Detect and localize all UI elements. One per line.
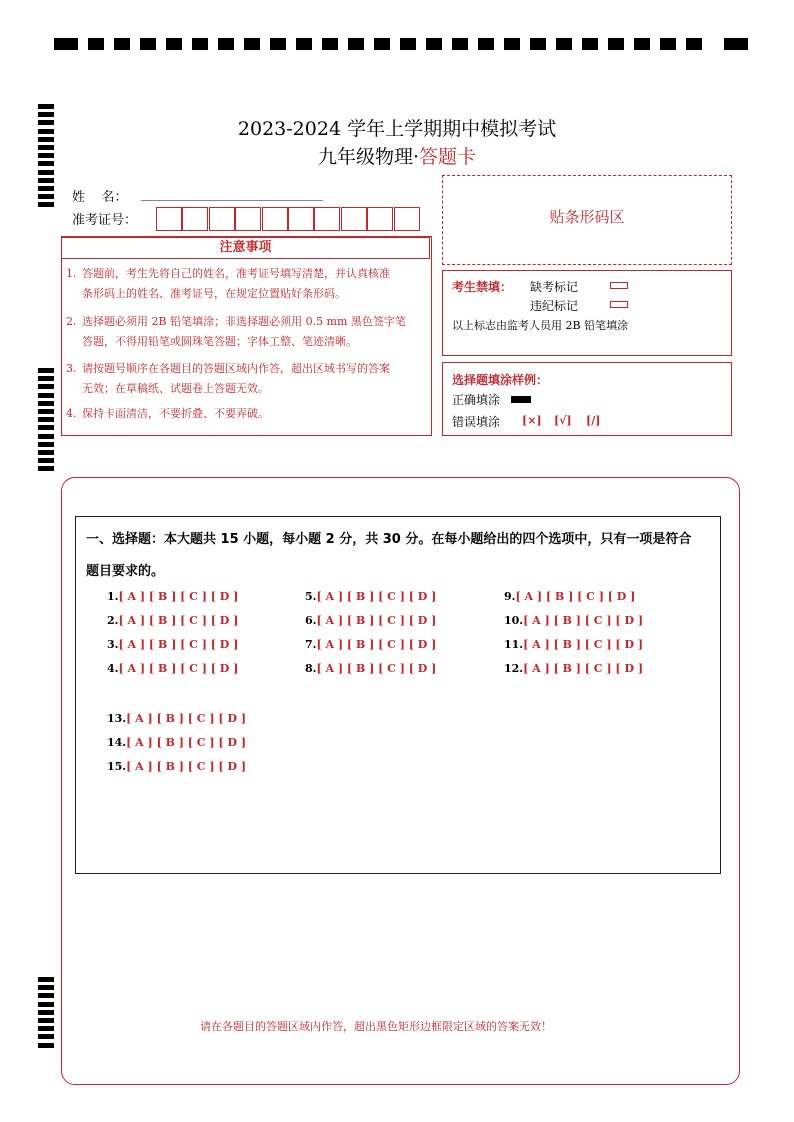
answer-options[interactable]: [ A ] [ B ] [ C ] [ D ] xyxy=(126,712,247,725)
question-number: 15. xyxy=(107,760,127,773)
id-digit-box[interactable] xyxy=(341,207,367,231)
answer-options[interactable]: [ A ] [ B ] [ C ] [ D ] xyxy=(126,736,247,749)
id-digit-box[interactable] xyxy=(235,207,261,231)
question-number: 3. xyxy=(107,638,119,651)
answer-options[interactable]: [ A ] [ B ] [ C ] [ D ] xyxy=(118,638,239,651)
id-digit-box[interactable] xyxy=(262,207,288,231)
prohibit-note: 以上标志由监考人员用 2B 铅笔填涂 xyxy=(452,319,629,332)
timing-mark xyxy=(38,434,54,439)
choice-question-12[interactable] xyxy=(504,662,643,675)
choice-question-1[interactable] xyxy=(107,590,238,603)
id-digit-box[interactable] xyxy=(288,207,314,231)
timing-mark xyxy=(38,104,54,109)
question-number: 9. xyxy=(504,590,516,603)
card-title xyxy=(0,142,794,169)
choice-question-13[interactable] xyxy=(107,712,246,725)
timing-mark xyxy=(38,458,54,463)
wrong-fill-sample-2: [√] xyxy=(554,414,572,427)
answer-options[interactable]: [ A ] [ B ] [ C ] [ D ] xyxy=(316,638,437,651)
wrong-fill-sample-3: [/] xyxy=(586,414,601,427)
answer-options[interactable]: [ A ] [ B ] [ C ] [ D ] xyxy=(515,590,636,603)
id-digit-box[interactable] xyxy=(394,207,420,231)
answer-options[interactable]: [ A ] [ B ] [ C ] [ D ] xyxy=(316,590,437,603)
question-number: 5. xyxy=(305,590,317,603)
timing-mark xyxy=(38,977,54,982)
correct-fill-sample xyxy=(511,396,531,403)
timing-mark xyxy=(38,401,54,406)
wrong-fill-sample-1: [×] xyxy=(522,414,542,427)
timing-mark xyxy=(38,417,54,422)
choice-question-3[interactable] xyxy=(107,638,238,651)
sample-title: 选择题填涂样例： xyxy=(452,373,549,387)
timing-mark xyxy=(38,194,54,199)
question-number: 6. xyxy=(305,614,317,627)
name-field[interactable] xyxy=(141,200,323,201)
section-choice-heading: 一、选择题：本大题共 15 小题，每小题 2 分，共 30 分。在每小题给出的四个选项中，只有一项是符合 xyxy=(86,532,692,547)
timing-mark xyxy=(38,993,54,998)
id-digit-box[interactable] xyxy=(367,207,393,231)
timing-marks-top xyxy=(54,38,748,52)
answer-options[interactable]: [ A ] [ B ] [ C ] [ D ] xyxy=(126,760,247,773)
question-number: 7. xyxy=(305,638,317,651)
choice-question-9[interactable] xyxy=(504,590,635,603)
choice-question-10[interactable] xyxy=(504,614,643,627)
answer-options[interactable]: [ A ] [ B ] [ C ] [ D ] xyxy=(523,662,644,675)
timing-mark xyxy=(38,376,54,381)
barcode-label: 贴条形码区 xyxy=(549,208,625,226)
question-number: 1. xyxy=(107,590,119,603)
section-choice-heading-2: 题目要求的。 xyxy=(86,564,165,579)
exam-title: 2023-2024 学年上学期期中模拟考试 xyxy=(237,118,557,140)
choice-question-15[interactable] xyxy=(107,760,246,773)
name-label: 姓 名： xyxy=(72,190,128,205)
absent-mark-box[interactable] xyxy=(610,282,628,289)
violation-mark-box[interactable] xyxy=(610,301,628,308)
timing-mark xyxy=(38,384,54,389)
question-number: 10. xyxy=(504,614,524,627)
timing-mark xyxy=(38,466,54,471)
choice-question-8[interactable] xyxy=(305,662,436,675)
id-digit-box[interactable] xyxy=(156,207,182,231)
answer-options[interactable]: [ A ] [ B ] [ C ] [ D ] xyxy=(523,614,644,627)
question-number: 8. xyxy=(305,662,317,675)
card-title-suffix: 答题卡 xyxy=(419,146,477,168)
choice-question-14[interactable] xyxy=(107,736,246,749)
correct-fill-label: 正确填涂 xyxy=(452,393,501,407)
notice-heading: 注意事项 xyxy=(61,237,430,259)
timing-mark xyxy=(38,1043,54,1048)
choice-question-7[interactable] xyxy=(305,638,436,651)
card-title-subject: 九年级物理· xyxy=(317,146,420,168)
answer-options[interactable]: [ A ] [ B ] [ C ] [ D ] xyxy=(316,614,437,627)
question-number: 12. xyxy=(504,662,524,675)
timing-mark xyxy=(38,442,54,447)
timing-mark xyxy=(38,985,54,990)
choice-question-11[interactable] xyxy=(504,638,643,651)
choice-question-5[interactable] xyxy=(305,590,436,603)
choice-question-6[interactable] xyxy=(305,614,436,627)
timing-mark xyxy=(38,368,54,373)
prohibit-label: 考生禁填： xyxy=(452,280,513,294)
answer-options[interactable]: [ A ] [ B ] [ C ] [ D ] xyxy=(118,662,239,675)
footer-warning: 请在各题目的答题区域内作答，超出黑色矩形边框限定区域的答案无效！ xyxy=(200,1020,552,1033)
choice-question-2[interactable] xyxy=(107,614,238,627)
id-digit-box[interactable] xyxy=(209,207,235,231)
timing-mark xyxy=(38,178,54,183)
answer-options[interactable]: [ A ] [ B ] [ C ] [ D ] xyxy=(523,638,644,651)
timing-mark xyxy=(38,450,54,455)
timing-mark xyxy=(38,202,54,207)
answer-options[interactable]: [ A ] [ B ] [ C ] [ D ] xyxy=(118,614,239,627)
timing-mark xyxy=(38,409,54,414)
wrong-fill-label: 错误填涂 xyxy=(452,415,501,429)
answer-options[interactable]: [ A ] [ B ] [ C ] [ D ] xyxy=(118,590,239,603)
question-number: 11. xyxy=(504,638,524,651)
timing-mark xyxy=(38,425,54,430)
section-choice-box xyxy=(75,516,721,874)
question-number: 13. xyxy=(107,712,127,725)
id-label: 准考证号： xyxy=(72,213,138,228)
question-number: 14. xyxy=(107,736,127,749)
timing-mark xyxy=(38,186,54,191)
timing-mark xyxy=(38,1034,54,1039)
id-digit-box[interactable] xyxy=(182,207,208,231)
timing-mark xyxy=(38,1002,54,1007)
absent-mark-label: 缺考标记 xyxy=(530,280,579,294)
id-digit-box[interactable] xyxy=(314,207,340,231)
choice-question-4[interactable] xyxy=(107,662,238,675)
violation-mark-label: 违纪标记 xyxy=(530,299,579,313)
timing-mark xyxy=(38,393,54,398)
timing-mark xyxy=(38,170,54,175)
timing-mark xyxy=(38,1010,54,1015)
question-number: 2. xyxy=(107,614,119,627)
question-number: 4. xyxy=(107,662,119,675)
answer-options[interactable]: [ A ] [ B ] [ C ] [ D ] xyxy=(316,662,437,675)
